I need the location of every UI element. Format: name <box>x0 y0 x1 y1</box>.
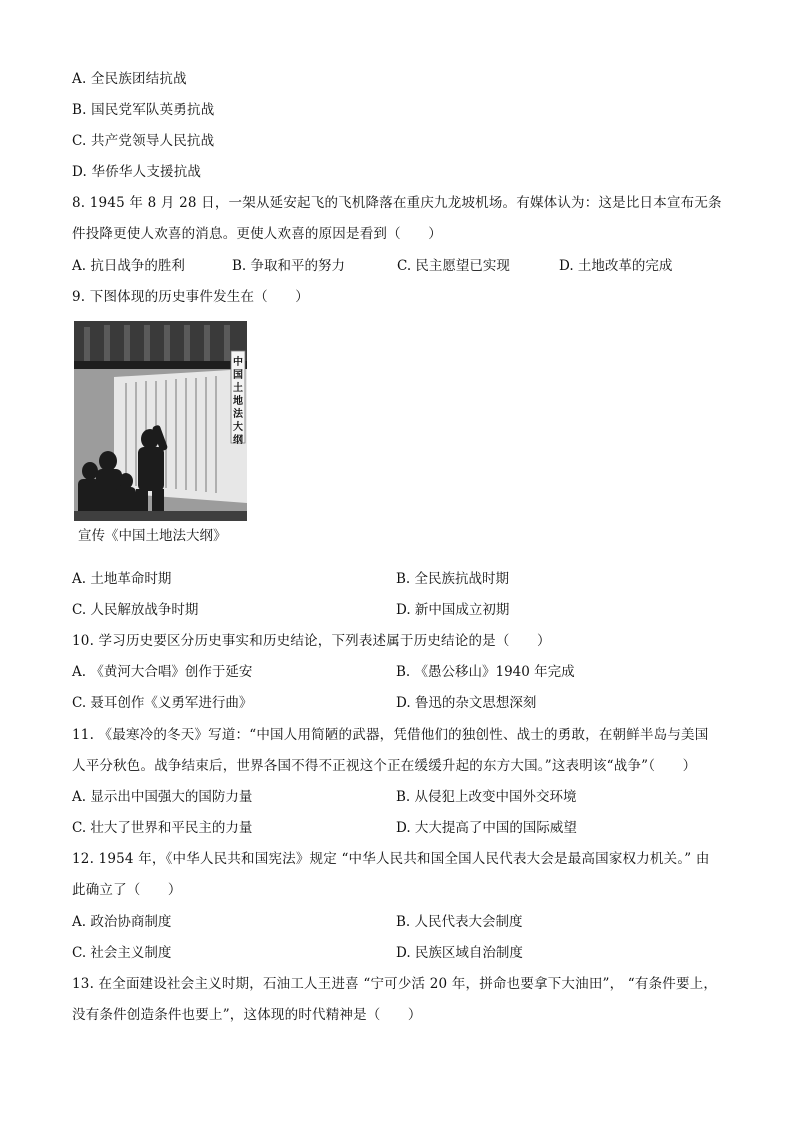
q8-option-b: B. 争取和平的努力 <box>232 258 346 274</box>
q11-options-row2 <box>72 816 732 836</box>
q13-stem-line1: 13. 在全面建设社会主义时期，石油工人王进喜 “宁可少活 20 年，拼命也要拿下大油田”， “有条件要上， <box>72 976 718 992</box>
q10-option-a: A. 《黄河大合唱》创作于延安 <box>72 664 253 680</box>
land-law-propaganda-photo <box>74 321 247 521</box>
q9-options-row1 <box>72 567 732 587</box>
q9-options-row2 <box>72 598 732 618</box>
q10-options-row2 <box>72 691 732 711</box>
q9-option-c: C. 人民解放战争时期 <box>72 602 199 618</box>
q11-stem-line2: 人平分秋色。战争结束后，世界各国不得不正视这个正在缓缓升起的东方大国。”这表明该“战争”（ ） <box>72 758 697 774</box>
q11-stem-line1: 11. 《最寒冷的冬天》写道：“中国人用简陋的武器，凭借他们的独创性、战士的勇敢，在朝鲜半岛与美国 <box>72 727 709 743</box>
q7-option-c: C. 共产党领导人民抗战 <box>72 133 215 149</box>
photo-caption: 宣传《中国土地法大纲》 <box>78 528 227 544</box>
q7-option-a: A. 全民族团结抗战 <box>72 71 187 87</box>
q7-option-d: D. 华侨华人支援抗战 <box>72 164 202 180</box>
q12-options-row1 <box>72 910 732 930</box>
q11-option-c: C. 壮大了世界和平民主的力量 <box>72 820 253 836</box>
q11-option-a: A. 显示出中国强大的国防力量 <box>72 789 253 805</box>
q12-option-d: D. 民族区域自治制度 <box>396 945 523 961</box>
q12-option-a: A. 政治协商制度 <box>72 914 172 930</box>
q10-option-b: B. 《愚公移山》1940 年完成 <box>396 664 575 680</box>
photo-banner-text: 中 国 土 地 法 大 纲 <box>233 357 243 446</box>
q8-options <box>72 254 732 274</box>
q11-options-row1 <box>72 785 732 805</box>
q8-option-a: A. 抗日战争的胜利 <box>72 258 185 274</box>
q7-option-b: B. 国民党军队英勇抗战 <box>72 102 215 118</box>
q9-option-b: B. 全民族抗战时期 <box>396 571 510 587</box>
q11-option-d: D. 大大提高了中国的国际威望 <box>396 820 577 836</box>
q8-stem-line1: 8. 1945 年 8 月 28 日，一架从延安起飞的飞机降落在重庆九龙坡机场。有媒体认为：这是比日本宣布无条 <box>72 195 722 211</box>
q10-option-d: D. 鲁迅的杂文思想深刻 <box>396 695 537 711</box>
q13-stem-line2: 没有条件创造条件也要上”，这体现的时代精神是（ ） <box>72 1007 422 1023</box>
q8-stem-line2: 件投降更使人欢喜的消息。更使人欢喜的原因是看到（ ） <box>72 226 442 242</box>
q10-stem: 10. 学习历史要区分历史事实和历史结论，下列表述属于历史结论的是（ ） <box>72 633 551 649</box>
q12-option-c: C. 社会主义制度 <box>72 945 172 961</box>
q8-option-d: D. 土地改革的完成 <box>559 258 673 274</box>
q12-stem-line2: 此确立了（ ） <box>72 882 182 898</box>
q12-stem-line1: 12. 1954 年，《中华人民共和国宪法》规定 “中华人民共和国全国人民代表大会是最高国家权力机关。” 由 <box>72 851 710 867</box>
q10-options-row1 <box>72 660 732 680</box>
q12-option-b: B. 人民代表大会制度 <box>396 914 523 930</box>
q9-option-d: D. 新中国成立初期 <box>396 602 510 618</box>
q11-option-b: B. 从侵犯上改变中国外交环境 <box>396 789 577 805</box>
q10-option-c: C. 聂耳创作《义勇军进行曲》 <box>72 695 253 711</box>
q9-option-a: A. 土地革命时期 <box>72 571 172 587</box>
q8-option-c: C. 民主愿望已实现 <box>397 258 510 274</box>
q12-options-row2 <box>72 941 732 961</box>
q9-stem: 9. 下图体现的历史事件发生在（ ） <box>72 289 309 305</box>
